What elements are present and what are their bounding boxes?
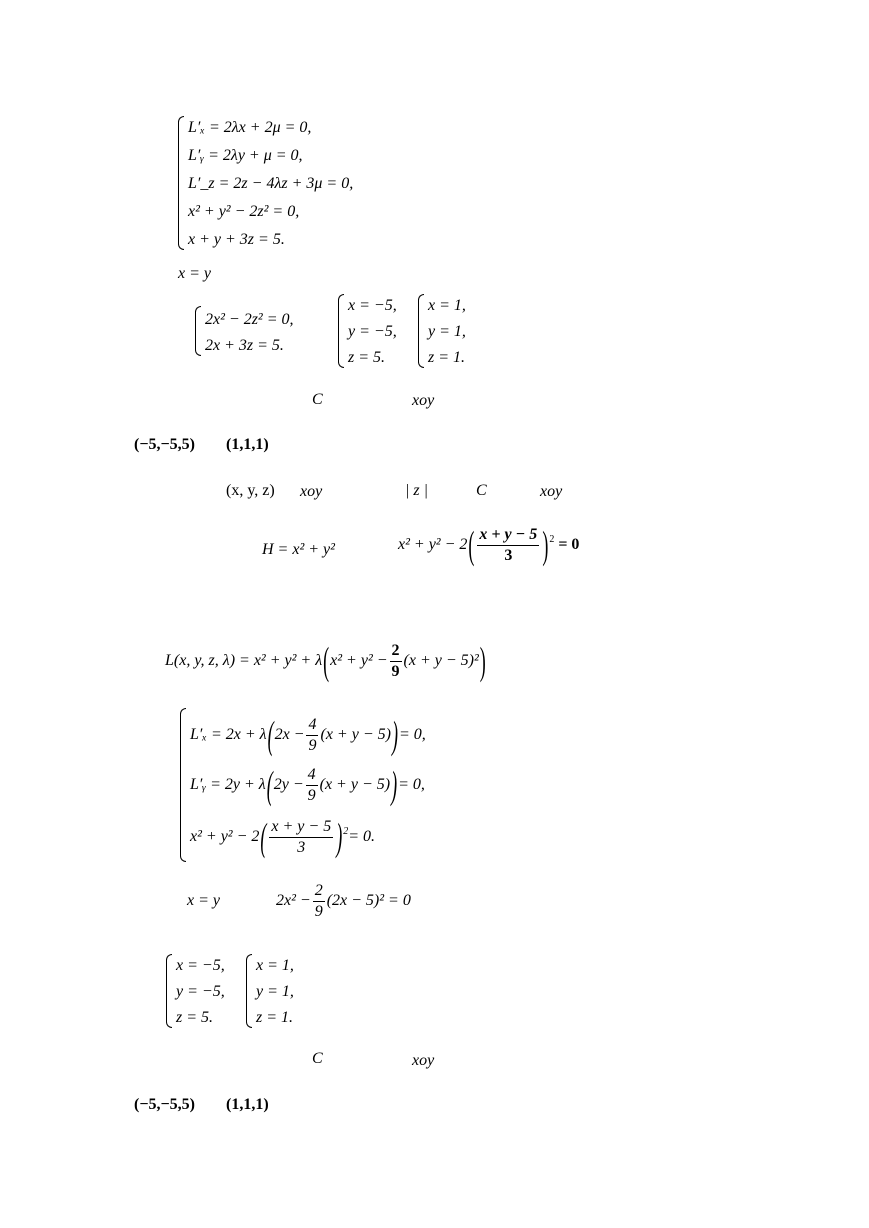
fraction: $\frac{x + y - 5}{3}$ <box>479 526 538 564</box>
equation-row: z = 5. <box>176 1009 214 1026</box>
lagrange-system-1 <box>178 116 418 252</box>
reduced-system <box>195 306 335 358</box>
equation-row: L′ᵧ = 2λy + μ = 0, <box>188 147 303 164</box>
equation-row: x = −5, <box>176 957 225 974</box>
step-x-equals-y: x = y <box>178 265 211 282</box>
equation-row: L′ᵧ = 2y + λ(2y − $\frac{4}{9}$ (x + y − 5))= 0, <box>190 763 425 808</box>
equation-row: z = 5. <box>348 349 386 366</box>
xoy-plane-label: xoy <box>300 483 323 500</box>
fraction: $\frac{2}{9}$ <box>391 642 400 680</box>
brace <box>180 708 186 862</box>
equation-row: y = −5, <box>348 323 397 340</box>
curve-c-label: C <box>312 391 323 408</box>
paren: ) <box>479 639 486 684</box>
equation-row: 2x² − 2z² = 0, <box>205 311 294 328</box>
equation-row: L′ₓ = 2λx + 2μ = 0, <box>188 119 312 136</box>
xoy-plane-label: xoy <box>540 483 563 500</box>
h-function: H = x² + y² <box>262 541 335 558</box>
xoy-plane-label: xoy <box>412 392 435 409</box>
equation-row: x = 1, <box>428 297 466 314</box>
constraint-rhs: = 0 <box>558 535 580 553</box>
lagrange-lhs: L(x, y, z, λ) = x² + y² + λ <box>165 651 323 669</box>
answer-point-2: (1,1,1) <box>226 436 269 453</box>
xoy-plane-label: xoy <box>412 1052 435 1069</box>
paren: ( <box>323 639 330 684</box>
brace <box>338 294 344 368</box>
answer-point-1: (−5,−5,5) <box>134 436 195 453</box>
abs-z: | z | <box>405 482 429 499</box>
reduced-equation: 2x² − $\frac{2}{9}$ (2x − 5)² = 0 <box>276 882 411 920</box>
equation-row: L′ₓ = 2x + λ(2x − $\frac{4}{9}$ (x + y − 5))= 0, <box>190 713 426 758</box>
paren: ) <box>542 523 549 568</box>
equation-row: x² + y² − 2( $\frac{x + y - 5}{3}$ )$^2$= 0. <box>190 815 375 860</box>
brace <box>178 116 184 250</box>
equation-row: y = 1, <box>256 983 294 1000</box>
step-x-equals-y: x = y <box>187 892 220 909</box>
solution-1 <box>166 954 246 1030</box>
curve-c-label: C <box>476 482 487 499</box>
brace <box>166 954 172 1028</box>
equation-row: x² + y² − 2z² = 0, <box>188 203 300 220</box>
equation-row: x + y + 3z = 5. <box>188 231 285 248</box>
constraint-lhs: x² + y² − 2 <box>398 535 468 553</box>
lagrange-inner: (x + y − 5)² <box>403 651 479 669</box>
equation-row: y = 1, <box>428 323 466 340</box>
equation-row: y = −5, <box>176 983 225 1000</box>
equation-row: x = 1, <box>256 957 294 974</box>
solution-2 <box>418 294 498 370</box>
answer-point-1: (−5,−5,5) <box>134 1096 195 1113</box>
answer-point-2: (1,1,1) <box>226 1096 269 1113</box>
brace <box>195 306 201 356</box>
paren: ( <box>468 523 475 568</box>
lagrange-inner: x² + y² − <box>330 651 388 669</box>
solution-2 <box>246 954 326 1030</box>
equation-row: 2x + 3z = 5. <box>205 337 284 354</box>
lagrange-system-2 <box>180 708 480 864</box>
brace <box>246 954 252 1028</box>
brace <box>418 294 424 368</box>
lagrange-function <box>165 639 487 684</box>
curve-c-label: C <box>312 1050 323 1067</box>
equation-row: x = −5, <box>348 297 397 314</box>
point-xyz: (x, y, z) <box>226 482 275 499</box>
equation-row: z = 1. <box>428 349 466 366</box>
equation-row: L′_z = 2z − 4λz + 3μ = 0, <box>188 175 354 192</box>
equation-row: z = 1. <box>256 1009 294 1026</box>
constraint-equation: x² + y² − 2( $\frac{x + y - 5}{3}$ )$^2$ = 0 <box>398 523 580 568</box>
solution-1 <box>338 294 418 370</box>
